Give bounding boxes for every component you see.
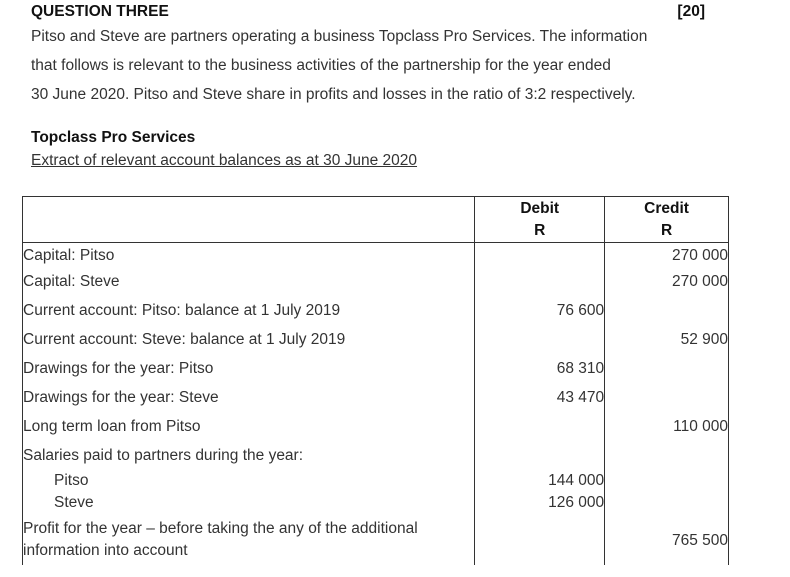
table-row [23, 470, 729, 492]
table-header-row [23, 197, 729, 243]
row-debit [475, 267, 605, 296]
table-row [23, 296, 729, 325]
header-credit-unit: R [660, 221, 673, 239]
row-description: Current account: Steve: balance at 1 July 2019 [23, 325, 475, 354]
row-debit: 76 600 [475, 296, 605, 325]
row-description: Capital: Steve [23, 267, 475, 296]
row-debit [475, 325, 605, 354]
row-credit: 110 000 [605, 412, 729, 441]
intro-paragraph [31, 22, 731, 109]
row-description-line-2: information into account [23, 541, 188, 559]
account-balances-table [22, 196, 729, 565]
row-debit: 68 310 [475, 354, 605, 383]
header-debit [475, 197, 605, 243]
table-row [23, 441, 729, 470]
row-description [23, 514, 475, 565]
row-description: Capital: Pitso [23, 243, 475, 268]
header-debit-unit: R [534, 221, 546, 239]
row-description: Drawings for the year: Pitso [23, 354, 475, 383]
header-debit-label: Debit [520, 199, 560, 217]
row-credit [605, 354, 729, 383]
table-row [23, 412, 729, 441]
row-description: Current account: Pitso: balance at 1 July 2019 [23, 296, 475, 325]
company-name: Topclass Pro Services [31, 129, 196, 146]
header-credit [605, 197, 729, 243]
table-row [23, 267, 729, 296]
row-description: Pitso [23, 470, 475, 492]
row-description: Drawings for the year: Steve [23, 383, 475, 412]
table-row [23, 383, 729, 412]
row-debit: 43 470 [475, 383, 605, 412]
row-debit [475, 243, 605, 268]
intro-line-1: Pitso and Steve are partners operating a business Topclass Pro Services. The information [31, 28, 648, 45]
row-credit [605, 441, 729, 470]
row-credit: 765 500 [605, 514, 729, 565]
question-heading [31, 3, 705, 21]
table-row [23, 243, 729, 268]
row-credit: 270 000 [605, 267, 729, 296]
intro-line-2: that follows is relevant to the business activities of the partnership for the year ended [31, 57, 611, 74]
row-credit [605, 296, 729, 325]
row-credit: 270 000 [605, 243, 729, 268]
header-description [23, 197, 475, 243]
table-row [23, 354, 729, 383]
table-row [23, 325, 729, 354]
row-debit [475, 514, 605, 565]
row-credit [605, 470, 729, 492]
row-debit: 144 000 [475, 470, 605, 492]
question-title: QUESTION THREE [31, 3, 169, 20]
row-debit [475, 412, 605, 441]
row-description-line-1: Profit for the year – before taking the any of the additional [23, 519, 418, 537]
row-description: Steve [23, 492, 475, 514]
row-debit: 126 000 [475, 492, 605, 514]
question-marks: [20] [677, 3, 705, 20]
row-credit [605, 383, 729, 412]
row-credit [605, 492, 729, 514]
table-row [23, 492, 729, 514]
intro-line-3: 30 June 2020. Pitso and Steve share in profits and losses in the ratio of 3:2 respectively. [31, 86, 636, 103]
row-credit: 52 900 [605, 325, 729, 354]
row-debit [475, 441, 605, 470]
table-row [23, 514, 729, 565]
extract-title: Extract of relevant account balances as at 30 June 2020 [31, 152, 418, 169]
header-credit-label: Credit [644, 199, 689, 217]
row-description: Long term loan from Pitso [23, 412, 475, 441]
row-description: Salaries paid to partners during the year: [23, 441, 475, 470]
